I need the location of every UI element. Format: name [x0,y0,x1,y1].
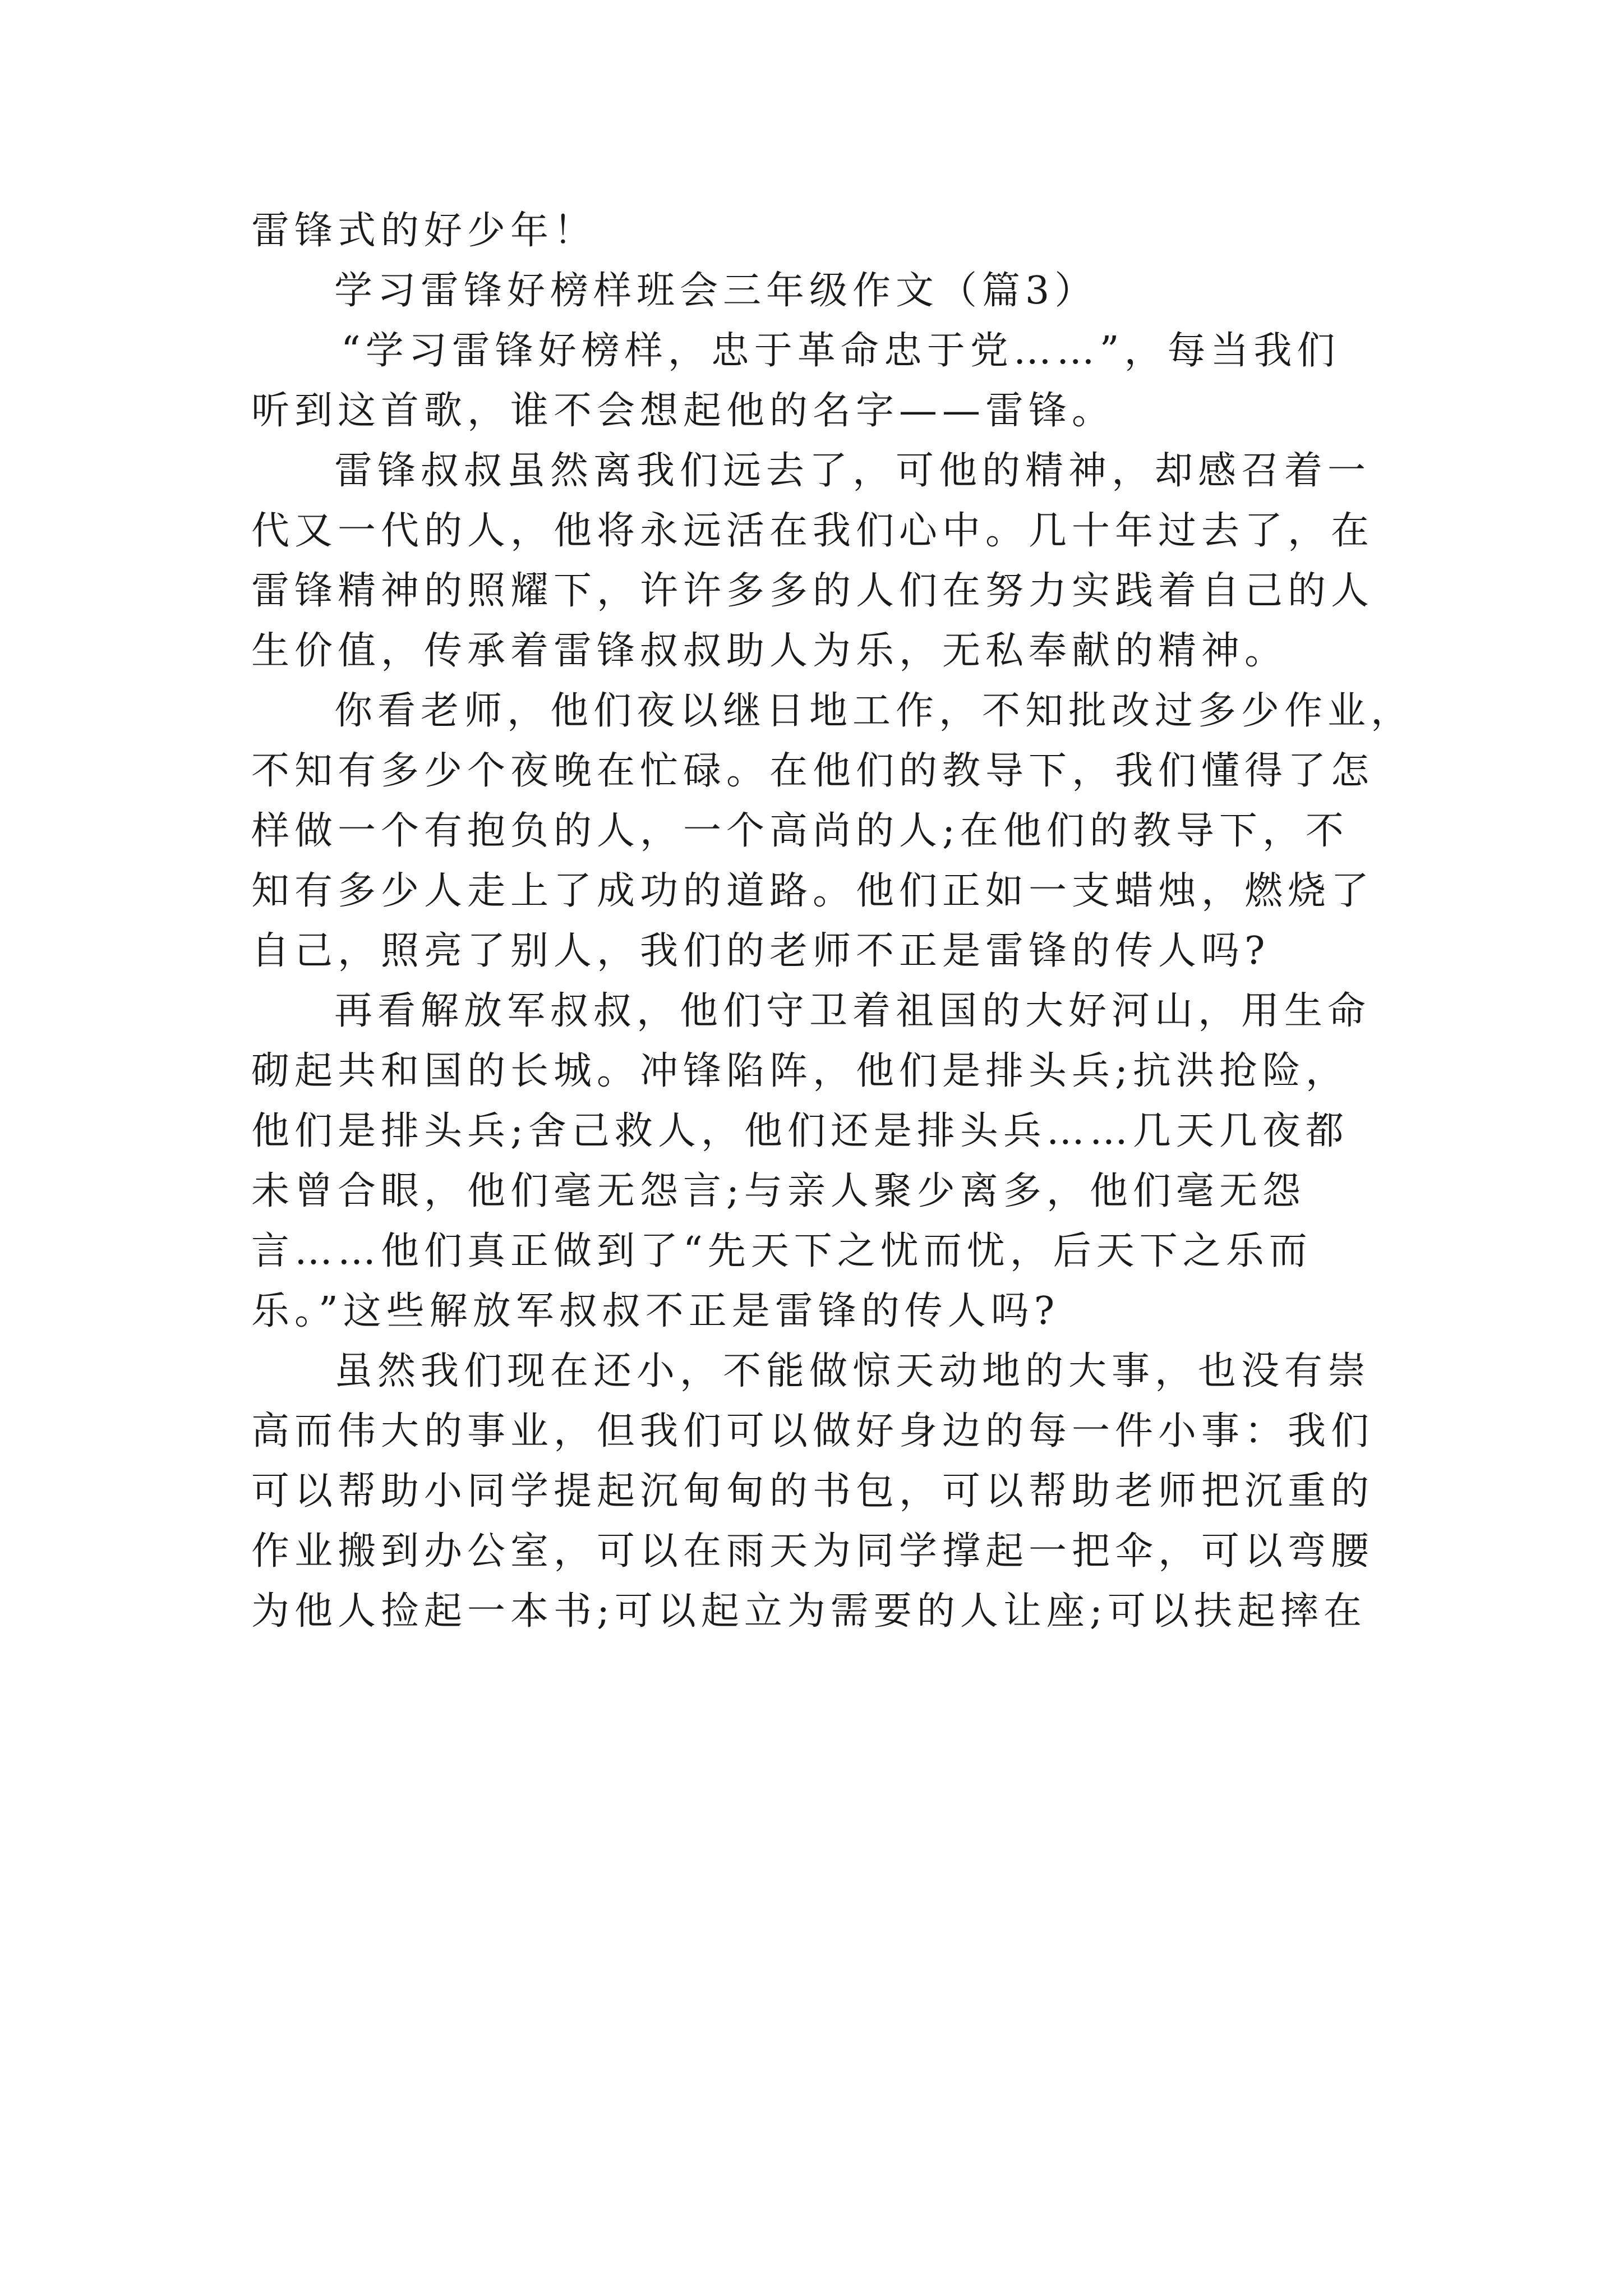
text-line: 他们是排头兵;舍己救人，他们还是排头兵……几天几夜都 [251,1109,1349,1153]
text-line: 生价值，传承着雷锋叔叔助人为乐，无私奉献的精神。 [251,629,1288,673]
text-line: 言……他们真正做到了“先天下之忧而忧，后天下之乐而 [251,1229,1312,1273]
paragraph-start-line: 再看解放军叔叔，他们守卫着祖国的大好河山，用生命 [334,989,1371,1033]
text-line: 听到这首歌，谁不会想起他的名字——雷锋。 [251,389,1115,433]
text-line: 雷锋精神的照耀下，许许多多的人们在努力实践着自己的人 [251,569,1375,613]
text-line: 自己，照亮了别人，我们的老师不正是雷锋的传人吗? [251,929,1270,973]
text-line: 未曾合眼，他们毫无怨言;与亲人聚少离多，他们毫无怨 [251,1169,1306,1213]
paragraph-start-line: 雷锋叔叔虽然离我们远去了，可他的精神，却感召着一 [334,449,1371,493]
text-line: 不知有多少个夜晚在忙碌。在他们的教导下，我们懂得了怎 [251,749,1375,793]
paragraph-start-line: 虽然我们现在还小，不能做惊天动地的大事，也没有崇 [334,1349,1371,1393]
text-line: 砌起共和国的长城。冲锋陷阵，他们是排头兵;抗洪抢险， [251,1049,1349,1093]
text-line: 作业搬到办公室，可以在雨天为同学撑起一把伞，可以弯腰 [251,1529,1375,1573]
section-title: 学习雷锋好榜样班会三年级作文（篇3） [334,269,1098,313]
text-line: “学习雷锋好榜样，忠于革命忠于党……”，每当我们 [341,329,1340,373]
text-line: 为他人捡起一本书;可以起立为需要的人让座;可以扶起摔在 [251,1589,1367,1634]
text-line: 乐。”这些解放军叔叔不正是雷锋的传人吗? [251,1289,1060,1333]
paragraph-start-line: 你看老师，他们夜以继日地工作，不知批改过多少作业， [334,689,1414,733]
text-line: 高而伟大的事业，但我们可以做好身边的每一件小事：我们 [251,1409,1375,1453]
text-line: 代又一代的人，他将永远活在我们心中。几十年过去了，在 [251,509,1375,553]
text-line: 知有多少人走上了成功的道路。他们正如一支蜡烛，燃烧了 [251,869,1375,913]
document-page [251,201,1414,1641]
text-line: 雷锋式的好少年！ [251,209,597,253]
text-line: 可以帮助小同学提起沉甸甸的书包，可以帮助老师把沉重的 [251,1469,1375,1513]
text-line: 样做一个有抱负的人，一个高尚的人;在他们的教导下，不 [251,809,1349,853]
